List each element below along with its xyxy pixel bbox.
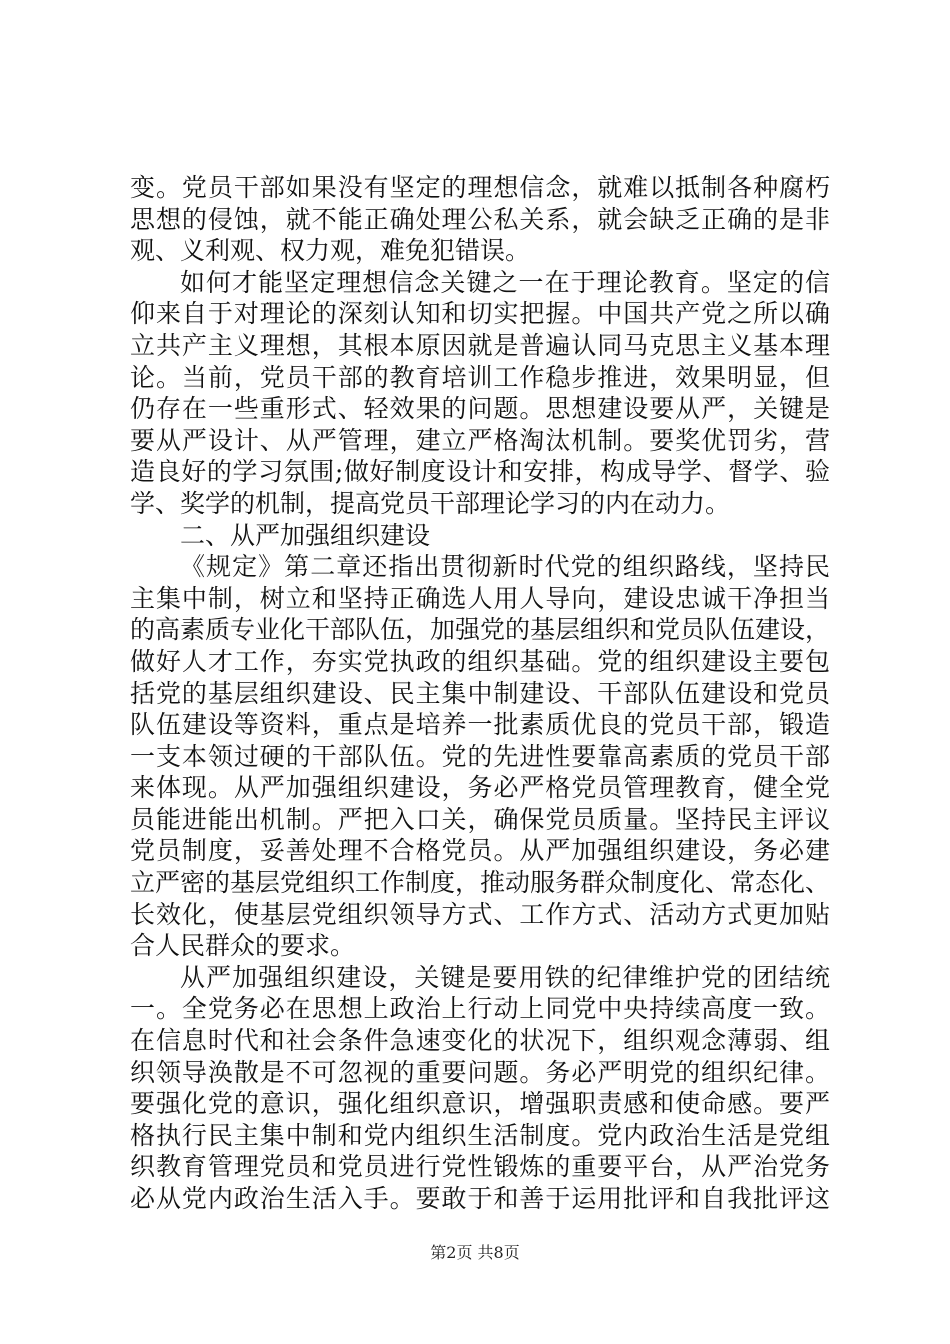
text-line: 必从党内政治生活入手。要敢于和善于运用批评和自我批评这 bbox=[130, 1184, 830, 1213]
text-line: 从严加强组织建设，关键是要用铁的纪律维护党的团结统 bbox=[180, 962, 830, 992]
text-line: 立共产主义理想，其根本原因就是普遍认同马克思主义基本理 bbox=[130, 330, 830, 360]
document-body bbox=[130, 172, 830, 1215]
text-line: 一支本领过硬的干部队伍。党的先进性要靠高素质的党员干部 bbox=[130, 741, 830, 771]
text-line: 要从严设计、从严管理，建立严格淘汰机制。要奖优罚劣，营 bbox=[130, 425, 830, 455]
text-line: 仰来自于对理论的深刻认知和切实把握。中国共产党之所以确 bbox=[130, 299, 830, 329]
text-line: 思想的侵蚀，就不能正确处理公私关系，就会缺乏正确的是非 bbox=[130, 204, 830, 234]
text-line: 格执行民主集中制和党内组织生活制度。党内政治生活是党组 bbox=[130, 1120, 830, 1150]
text-line: 立严密的基层党组织工作制度，推动服务群众制度化、常态化、 bbox=[130, 868, 831, 898]
text-line: 如何才能坚定理想信念关键之一在于理论教育。坚定的信 bbox=[180, 267, 830, 297]
text-line: 来体现。从严加强组织建设，务必严格党员管理教育，健全党 bbox=[130, 773, 830, 803]
text-line: 织领导涣散是不可忽视的重要问题。务必严明党的组织纪律。 bbox=[130, 1057, 830, 1087]
text-line: 主集中制，树立和坚持正确选人用人导向，建设忠诚干净担当 bbox=[130, 583, 830, 613]
text-line: 学、奖学的机制，提高党员干部理论学习的内在动力。 bbox=[130, 488, 731, 518]
text-line: 的高素质专业化干部队伍，加强党的基层组织和党员队伍建设， bbox=[130, 615, 831, 645]
text-line: 要强化党的意识，强化组织意识，增强职责感和使命感。要严 bbox=[130, 1089, 830, 1119]
text-line: 造良好的学习氛围;做好制度设计和安排，构成导学、督学、验 bbox=[130, 457, 830, 487]
text-line: 括党的基层组织建设、民主集中制建设、干部队伍建设和党员 bbox=[130, 678, 830, 708]
text-line: 长效化，使基层党组织领导方式、工作方式、活动方式更加贴 bbox=[130, 899, 830, 929]
text-line: 二、从严加强组织建设 bbox=[180, 520, 431, 550]
text-line: 变。党员干部如果没有坚定的理想信念，就难以抵制各种腐朽 bbox=[130, 173, 830, 202]
text-line: 《规定》第二章还指出贯彻新时代党的组织路线，坚持民 bbox=[180, 552, 830, 582]
text-line: 论。当前，党员干部的教育培训工作稳步推进，效果明显，但 bbox=[130, 362, 830, 392]
text-line: 队伍建设等资料，重点是培养一批素质优良的党员干部，锻造 bbox=[130, 710, 830, 740]
text-line: 合人民群众的要求。 bbox=[130, 931, 356, 961]
text-line: 在信息时代和社会条件急速变化的状况下，组织观念薄弱、组 bbox=[130, 1026, 830, 1056]
page-footer: 第2页 共8页 bbox=[430, 1243, 520, 1262]
text-line: 仍存在一些重形式、轻效果的问题。思想建设要从严，关键是 bbox=[130, 394, 830, 424]
text-line: 观、义利观、权力观，难免犯错误。 bbox=[130, 236, 531, 266]
text-line: 做好人才工作，夯实党执政的组织基础。党的组织建设主要包 bbox=[130, 646, 830, 676]
text-line: 党员制度，妥善处理不合格党员。从严加强组织建设，务必建 bbox=[130, 836, 830, 866]
text-line: 一。全党务必在思想上政治上行动上同党中央持续高度一致。 bbox=[130, 994, 830, 1024]
text-line: 员能进能出机制。严把入口关，确保党员质量。坚持民主评议 bbox=[130, 804, 830, 834]
text-line: 织教育管理党员和党员进行党性锻炼的重要平台，从严治党务 bbox=[130, 1152, 830, 1182]
